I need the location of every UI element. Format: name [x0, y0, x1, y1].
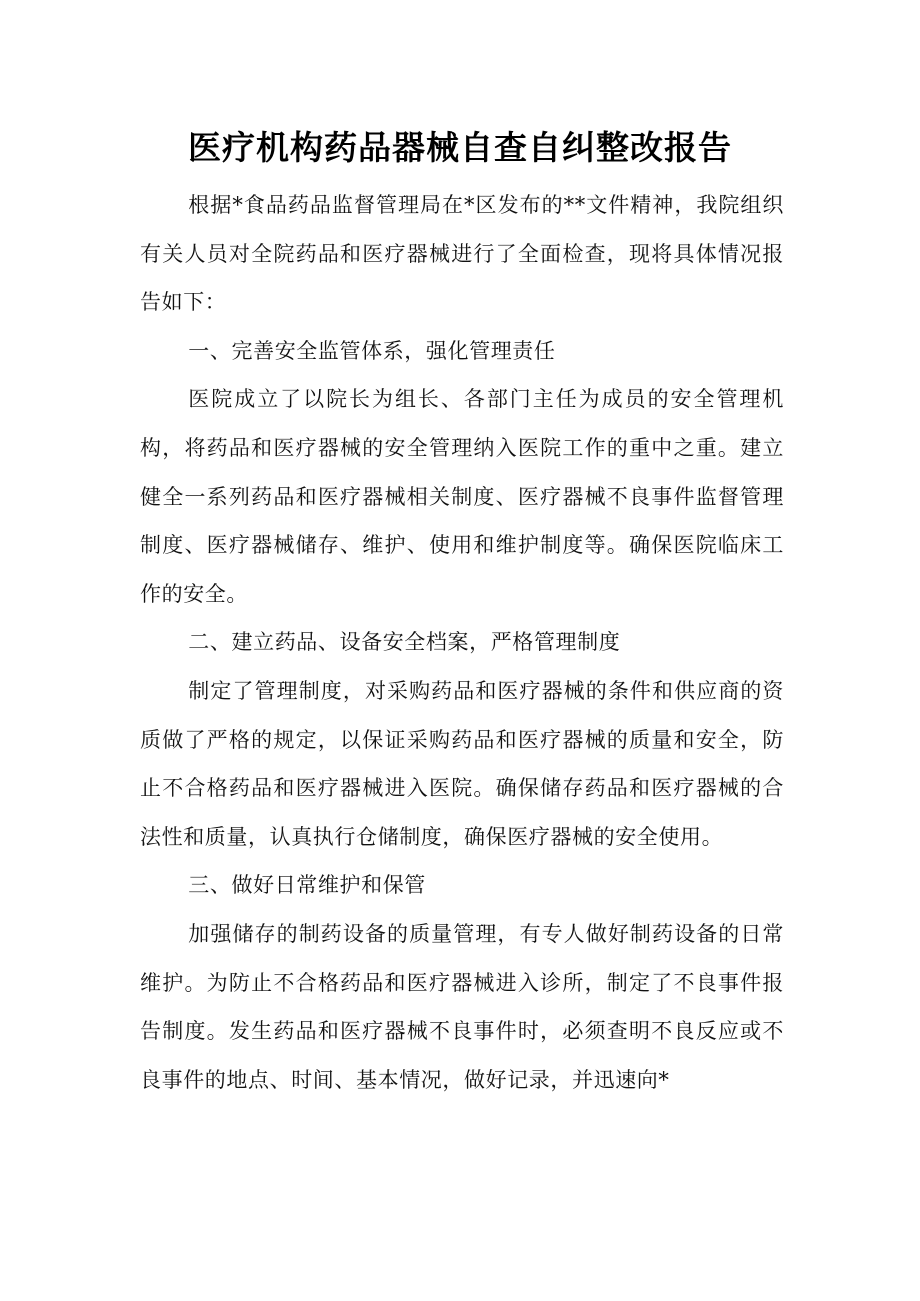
- section-1-paragraph: 医院成立了以院长为组长、各部门主任为成员的安全管理机构，将药品和医疗器械的安全管理纳入医院工作的重中之重。建立健全一系列药品和医疗器械相关制度、医疗器械不良事件监督管理制度、医疗器械储存、维护、使用和维护制度等。确保医院临床工作的安全。: [140, 387, 784, 606]
- section-3-paragraph: 加强储存的制药设备的质量管理，有专人做好制药设备的日常维护。为防止不合格药品和医疗器械进入诊所，制定了不良事件报告制度。发生药品和医疗器械不良事件时，必须查明不良反应或不良事件的地点、时间、基本情况，做好记录，并迅速向*: [140, 921, 784, 1092]
- section-heading-3: 三、做好日常维护和保管: [188, 873, 426, 898]
- section-heading-2: 二、建立药品、设备安全档案，严格管理制度: [188, 630, 621, 655]
- section-heading-1: 一、完善安全监管体系，强化管理责任: [188, 338, 556, 363]
- document-body: [140, 181, 784, 1104]
- intro-paragraph: 根据*食品药品监督管理局在*区发布的**文件精神，我院组织有关人员对全院药品和医疗器械进行了全面检查，现将具体情况报告如下：: [140, 193, 784, 315]
- document-title: 医疗机构药品器械自查自纠整改报告: [188, 128, 732, 167]
- section-2-paragraph: 制定了管理制度，对采购药品和医疗器械的条件和供应商的资质做了严格的规定，以保证采购药品和医疗器械的质量和安全，防止不合格药品和医疗器械进入医院。确保储存药品和医疗器械的合法性和质量，认真执行仓储制度，确保医疗器械的安全使用。: [140, 678, 784, 849]
